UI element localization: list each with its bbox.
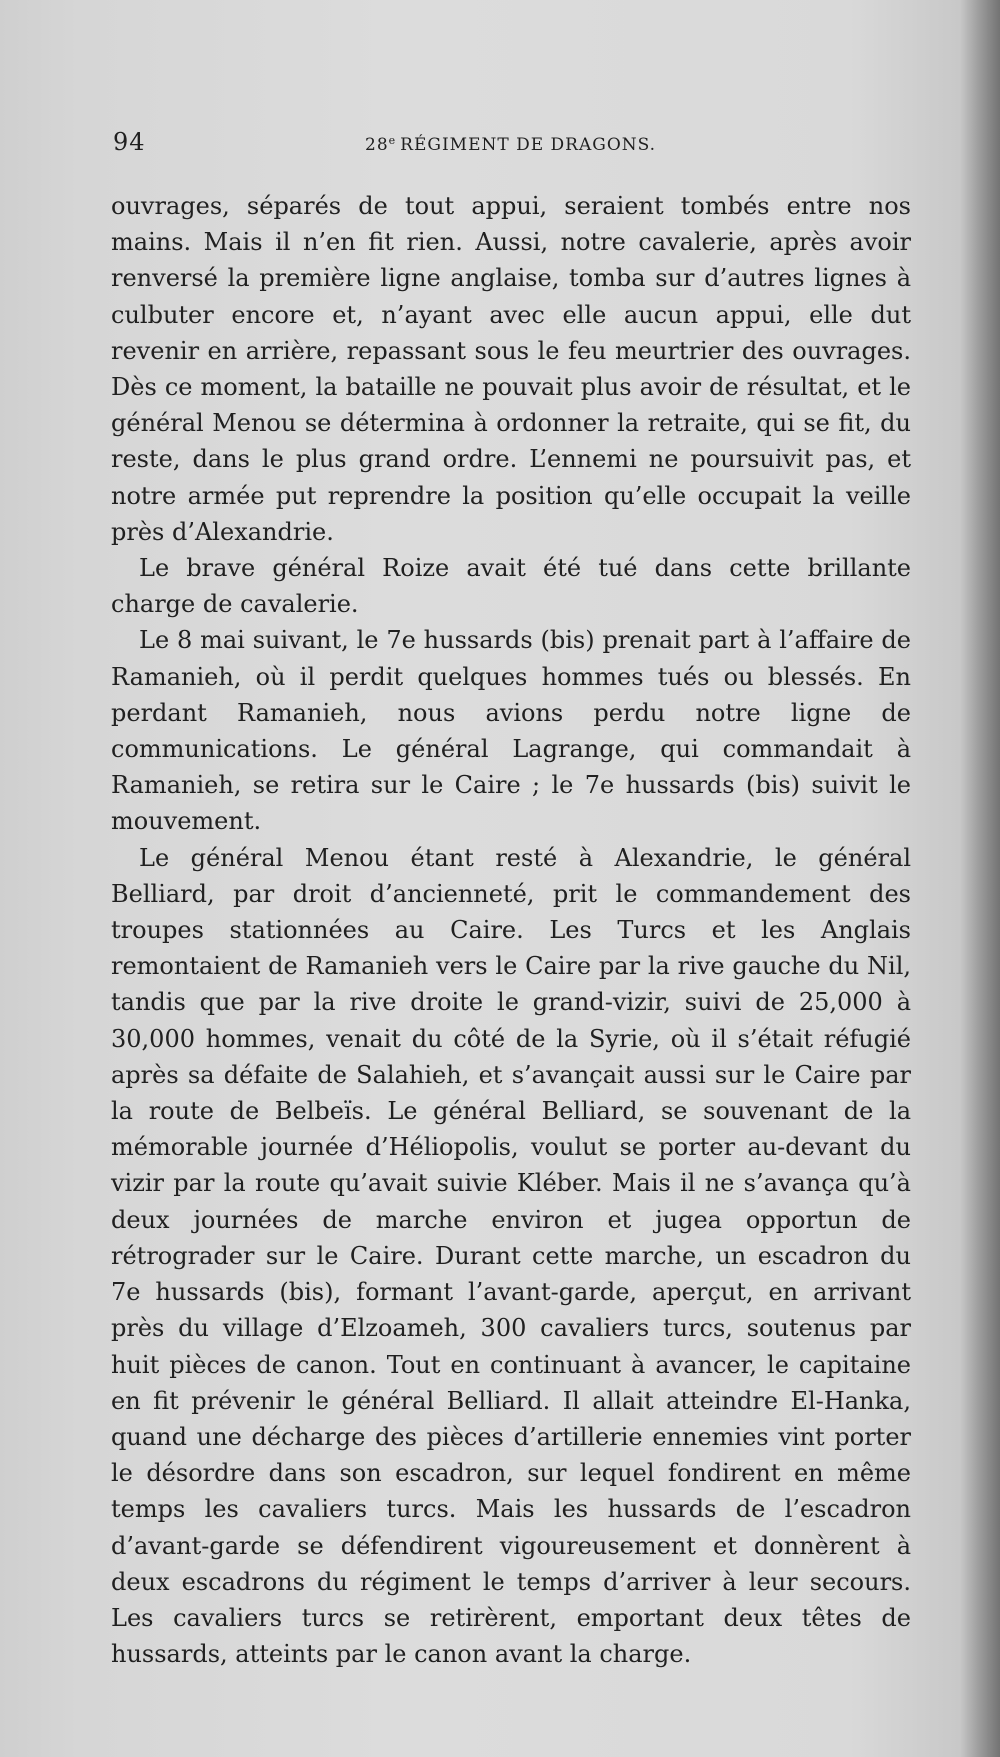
running-title-ordinal: 28 <box>365 135 389 155</box>
running-head <box>113 128 913 160</box>
running-title-ordinal-suffix: e <box>388 134 397 147</box>
running-title <box>365 134 656 155</box>
paragraph-1: ouvrages, séparés de tout appui, seraient tombés entre nos mains. Mais il n’en fit rien. Aussi, notre cavalerie, après avoir renversé la première ligne anglaise, tomba sur d’autres lignes à culbuter encore et, n’ayant avec elle aucun appui, elle dut revenir en arrière, repassant sous le feu meurtrier des ouvrages. Dès ce moment, la bataille ne pouvait plus avoir de résultat, et le général Menou se détermina à ordonner la retraite, qui se fit, du reste, dans le plus grand ordre. L’ennemi ne poursuivit pas, et notre armée put reprendre la position qu’elle occupait la veille près d’Alexandrie. <box>111 192 911 546</box>
running-title-text: RÉGIMENT DE DRAGONS. <box>400 135 657 155</box>
page-edge-shadow <box>960 0 1000 1757</box>
paragraph-2: Le brave général Roize avait été tué dans cette brillante charge de cavalerie. <box>111 554 911 619</box>
paragraph-3: Le 8 mai suivant, le 7e hussards (bis) prenait part à l’affaire de Ramanieh, où il perdit quelques hommes tués ou blessés. En perdant Ramanieh, nous avions perdu notre ligne de communications. Le général Lagrange, qui commandait à Ramanieh, se retira sur le Caire ; le 7e hussards (bis) suivit le mouvement. <box>111 626 911 836</box>
page-number: 94 <box>113 128 146 156</box>
paragraph-4: Le général Menou étant resté à Alexandrie, le général Belliard, par droit d’ancienneté, prit le commandement des troupes stationnées au Caire. Les Turcs et les Anglais remontaient de Ramanieh vers le Caire par la rive gauche du Nil, tandis que par la rive droite le grand-vizir, suivi de 25,000 à 30,000 hommes, venait du côté de la Syrie, où il s’était réfugié après sa défaite de Salahieh, et s’avançait aussi sur le Caire par la route de Belbeïs. Le général Belliard, se souvenant de la mémorable journée d’Héliopolis, voulut se porter au-devant du vizir par la route qu’avait suivie Kléber. Mais il ne s’avança qu’à deux journées de marche environ et jugea opportun de rétrograder sur le Caire. Durant cette marche, un escadron du 7e hussards (bis), formant l’avant-garde, aperçut, en arrivant près du village d’Elzoameh, 300 cavaliers turcs, soutenus par huit pièces de canon. Tout en continuant à avancer, le capitaine en fit prévenir le général Belliard. Il allait atteindre El-Hanka, quand une décharge des pièces d’artillerie ennemies vint porter le désordre dans son escadron, sur lequel fondirent en même temps les cavaliers turcs. Mais les hussards de l’escadron d’avant-garde se défendirent vigoureusement et donnèrent à deux escadrons du régiment le temps d’arriver à leur secours. Les cavaliers turcs se retirèrent, emportant deux têtes de hussards, atteints par le canon avant la charge. <box>111 843 911 1669</box>
body-text <box>111 188 911 1672</box>
